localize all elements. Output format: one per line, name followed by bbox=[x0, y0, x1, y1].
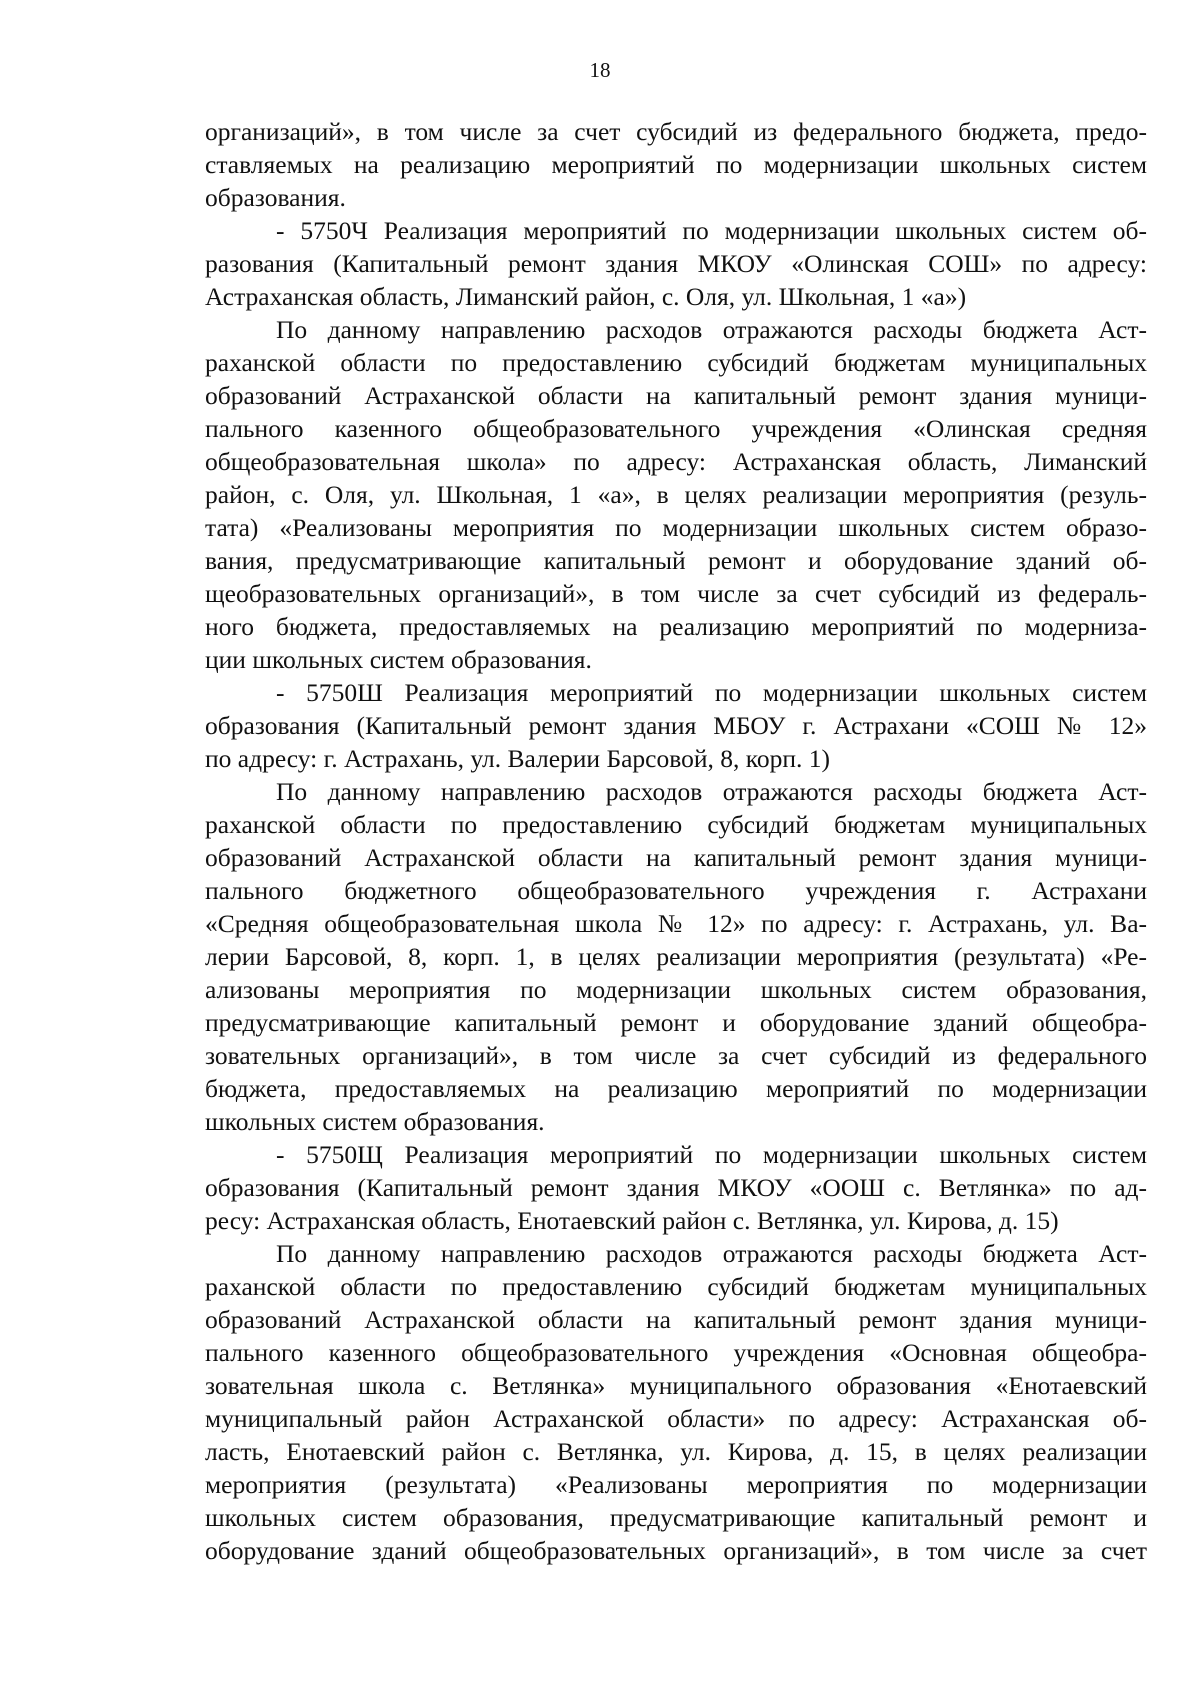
text-line: Астраханская область, Лиманский район, с. Оля, ул. Школьная, 1 «а») bbox=[205, 282, 967, 311]
text-line: вания, предусматривающие капитальный ремонт и оборудование зданий об- bbox=[205, 546, 1147, 575]
text-line: По данному направлению расходов отражаются расходы бюджета Аст- bbox=[276, 1239, 1147, 1268]
text-line: зовательная школа с. Ветлянка» муниципального образования «Енотаевский bbox=[205, 1371, 1147, 1400]
text-line: - 5750Ш Реализация мероприятий по модернизации школьных систем bbox=[276, 678, 1147, 707]
text-line: бюджета, предоставляемых на реализацию мероприятий по модернизации bbox=[205, 1074, 1147, 1103]
text-line: По данному направлению расходов отражаются расходы бюджета Аст- bbox=[276, 777, 1147, 806]
text-line: по адресу: г. Астрахань, ул. Валерии Барсовой, 8, корп. 1) bbox=[205, 744, 830, 773]
text-line: ласть, Енотаевский район с. Ветлянка, ул. Кирова, д. 15, в целях реализации bbox=[205, 1437, 1147, 1466]
text-line: образования (Капитальный ремонт здания МБОУ г. Астрахани «СОШ № 12» bbox=[205, 711, 1147, 740]
text-line: пального бюджетного общеобразовательного учреждения г. Астрахани bbox=[205, 876, 1147, 905]
text-line: раханской области по предоставлению субсидий бюджетам муниципальных bbox=[205, 810, 1147, 839]
text-line: предусматривающие капитальный ремонт и оборудование зданий общеобра- bbox=[205, 1008, 1147, 1037]
text-line: мероприятия (результата) «Реализованы мероприятия по модернизации bbox=[205, 1470, 1147, 1499]
text-line: образований Астраханской области на капитальный ремонт здания муници- bbox=[205, 381, 1147, 410]
text-line: ции школьных систем образования. bbox=[205, 645, 592, 674]
text-line: организаций», в том числе за счет субсидий из федерального бюджета, предо- bbox=[205, 117, 1147, 146]
text-line: образования. bbox=[205, 183, 346, 212]
text-line: образования (Капитальный ремонт здания МКОУ «ООШ с. Ветлянка» по ад- bbox=[205, 1173, 1147, 1202]
text-line: оборудование зданий общеобразовательных организаций», в том числе за счет bbox=[205, 1536, 1147, 1565]
text-line: пального казенного общеобразовательного учреждения «Основная общеобра- bbox=[205, 1338, 1147, 1367]
text-line: лерии Барсовой, 8, корп. 1, в целях реализации мероприятия (результата) «Ре- bbox=[205, 942, 1147, 971]
text-line: раханской области по предоставлению субсидий бюджетам муниципальных bbox=[205, 348, 1147, 377]
text-line: школьных систем образования, предусматривающие капитальный ремонт и bbox=[205, 1503, 1147, 1532]
document-body bbox=[205, 115, 1147, 1567]
text-line: - 5750Ч Реализация мероприятий по модернизации школьных систем об- bbox=[276, 216, 1147, 245]
text-line: ного бюджета, предоставляемых на реализацию мероприятий по модерниза- bbox=[205, 612, 1147, 641]
text-line: ализованы мероприятия по модернизации школьных систем образования, bbox=[205, 975, 1147, 1004]
text-line: щеобразовательных организаций», в том числе за счет субсидий из федераль- bbox=[205, 579, 1147, 608]
text-line: тата) «Реализованы мероприятия по модернизации школьных систем образо- bbox=[205, 513, 1147, 542]
page-number: 18 bbox=[589, 58, 611, 82]
text-line: район, с. Оля, ул. Школьная, 1 «а», в целях реализации мероприятия (резуль- bbox=[205, 480, 1147, 509]
text-line: «Средняя общеобразовательная школа № 12» по адресу: г. Астрахань, ул. Ва- bbox=[205, 909, 1147, 938]
text-line: общеобразовательная школа» по адресу: Астраханская область, Лиманский bbox=[205, 447, 1147, 476]
text-line: зовательных организаций», в том числе за счет субсидий из федерального bbox=[205, 1041, 1147, 1070]
text-line: разования (Капитальный ремонт здания МКОУ «Олинская СОШ» по адресу: bbox=[205, 249, 1147, 278]
text-line: образований Астраханской области на капитальный ремонт здания муници- bbox=[205, 843, 1147, 872]
text-line: пального казенного общеобразовательного учреждения «Олинская средняя bbox=[205, 414, 1147, 443]
text-line: По данному направлению расходов отражаются расходы бюджета Аст- bbox=[276, 315, 1147, 344]
text-line: - 5750Щ Реализация мероприятий по модернизации школьных систем bbox=[276, 1140, 1147, 1169]
text-line: раханской области по предоставлению субсидий бюджетам муниципальных bbox=[205, 1272, 1147, 1301]
text-line: ресу: Астраханская область, Енотаевский район с. Ветлянка, ул. Кирова, д. 15) bbox=[205, 1206, 1059, 1235]
text-line: школьных систем образования. bbox=[205, 1107, 545, 1136]
text-line: муниципальный район Астраханской области» по адресу: Астраханская об- bbox=[205, 1404, 1147, 1433]
text-line: ставляемых на реализацию мероприятий по модернизации школьных систем bbox=[205, 150, 1147, 179]
text-line: образований Астраханской области на капитальный ремонт здания муници- bbox=[205, 1305, 1147, 1334]
